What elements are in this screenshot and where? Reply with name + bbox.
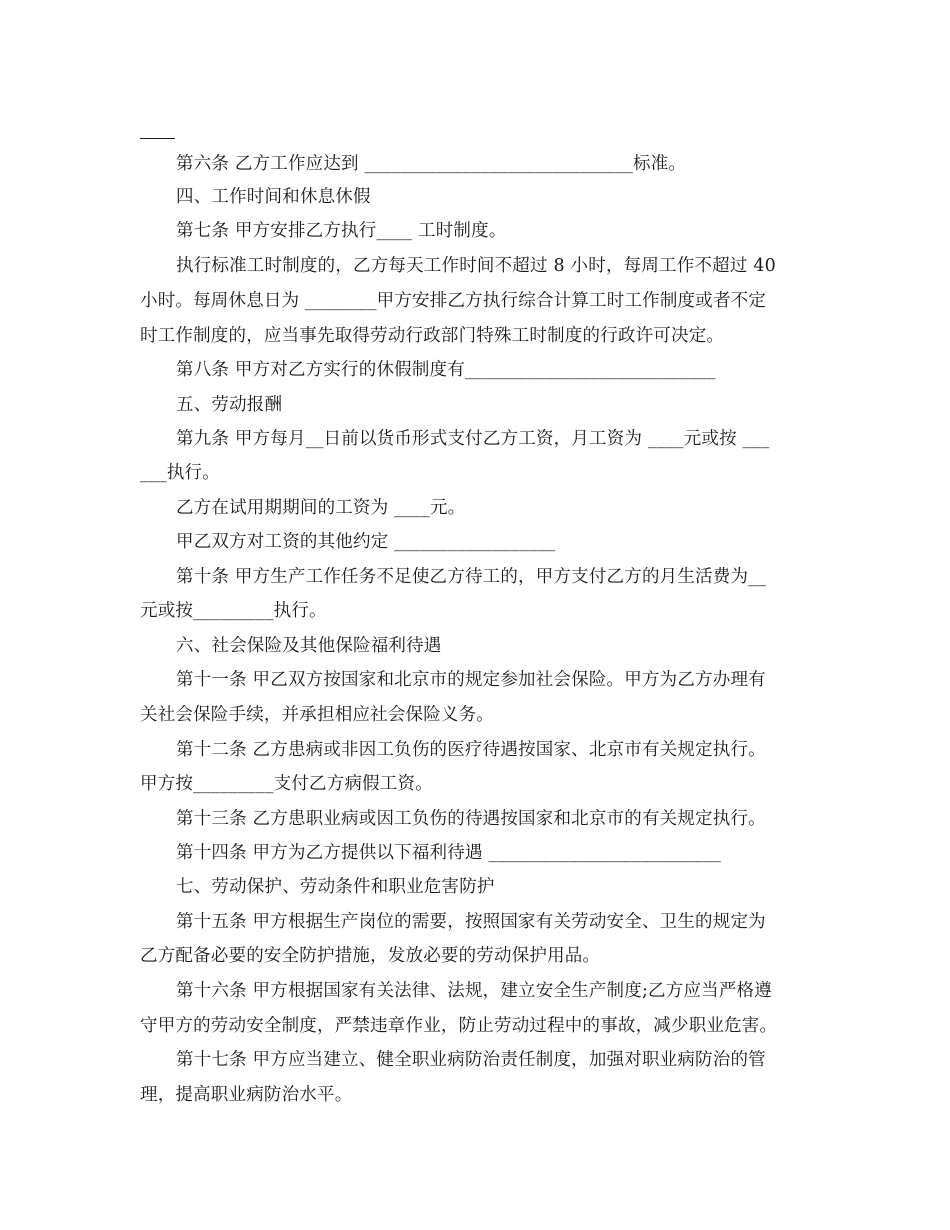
- paragraph-line: 乙方在试用期期间的工资为 ____元。: [176, 498, 466, 518]
- paragraph-line: 关社会保险手续，并承担相应社会保险义务。: [140, 705, 494, 725]
- article-8: 第八条 甲方对乙方实行的休假制度有____________________________: [176, 360, 716, 380]
- article-7: 第七条 甲方安排乙方执行____ 工时制度。: [176, 221, 507, 241]
- article-13: 第十三条 乙方患职业病或因工负伤的待遇按国家和北京市的有关规定执行。: [176, 809, 766, 829]
- article-12: 第十二条 乙方患病或非因工负伤的医疗待遇按国家、北京市有关规定执行。: [176, 740, 766, 760]
- section-7-heading: 七、劳动保护、劳动条件和职业危害防护: [176, 877, 495, 897]
- paragraph-line: 小时。每周休息日为 ________甲方安排乙方执行综合计算工时工作制度或者不定: [140, 291, 767, 311]
- paragraph-line: 乙方配备必要的安全防护措施，发放必要的劳动保护用品。: [140, 946, 601, 966]
- paragraph-line: 甲乙双方对工资的其他约定 __________________: [176, 532, 556, 552]
- paragraph-line: 守甲方的劳动安全制度，严禁违章作业，防止劳动过程中的事故，减少职业危害。: [140, 1016, 778, 1036]
- section-6-heading: 六、社会保险及其他保险福利待遇: [176, 636, 442, 656]
- section-5-heading: 五、劳动报酬: [176, 395, 283, 415]
- section-4-heading: 四、工作时间和休息休假: [176, 187, 371, 207]
- article-10: 第十条 甲方生产工作任务不足使乙方待工的，甲方支付乙方的月生活费为__: [176, 567, 767, 587]
- paragraph-line: ___执行。: [140, 463, 220, 483]
- top-blank-line: [140, 138, 175, 139]
- paragraph-line: 执行标准工时制度的，乙方每天工作时间不超过 8 小时，每周工作不超过 40: [176, 256, 776, 276]
- article-6: 第六条 乙方工作应达到 ______________________________标准。: [176, 154, 687, 174]
- article-15: 第十五条 甲方根据生产岗位的需要，按照国家有关劳动安全、卫生的规定为: [176, 912, 766, 932]
- article-16: 第十六条 甲方根据国家有关法律、法规，建立安全生产制度;乙方应当严格遵: [176, 981, 772, 1001]
- article-9: 第九条 甲方每月__日前以货币形式支付乙方工资，月工资为 ____元或按 ___: [176, 429, 770, 449]
- paragraph-line: 元或按_________执行。: [140, 601, 327, 621]
- paragraph-line: 理，提高职业病防治水平。: [140, 1085, 353, 1105]
- article-14: 第十四条 甲方为乙方提供以下福利待遇 __________________________: [176, 843, 722, 863]
- paragraph-line: 时工作制度的，应当事先取得劳动行政部门特殊工时制度的行政许可决定。: [140, 326, 725, 346]
- article-17: 第十七条 甲方应当建立、健全职业病防治责任制度，加强对职业病防治的管: [176, 1050, 766, 1070]
- paragraph-line: 甲方按_________支付乙方病假工资。: [140, 774, 433, 794]
- article-11: 第十一条 甲乙双方按国家和北京市的规定参加社会保险。甲方为乙方办理有: [176, 670, 766, 690]
